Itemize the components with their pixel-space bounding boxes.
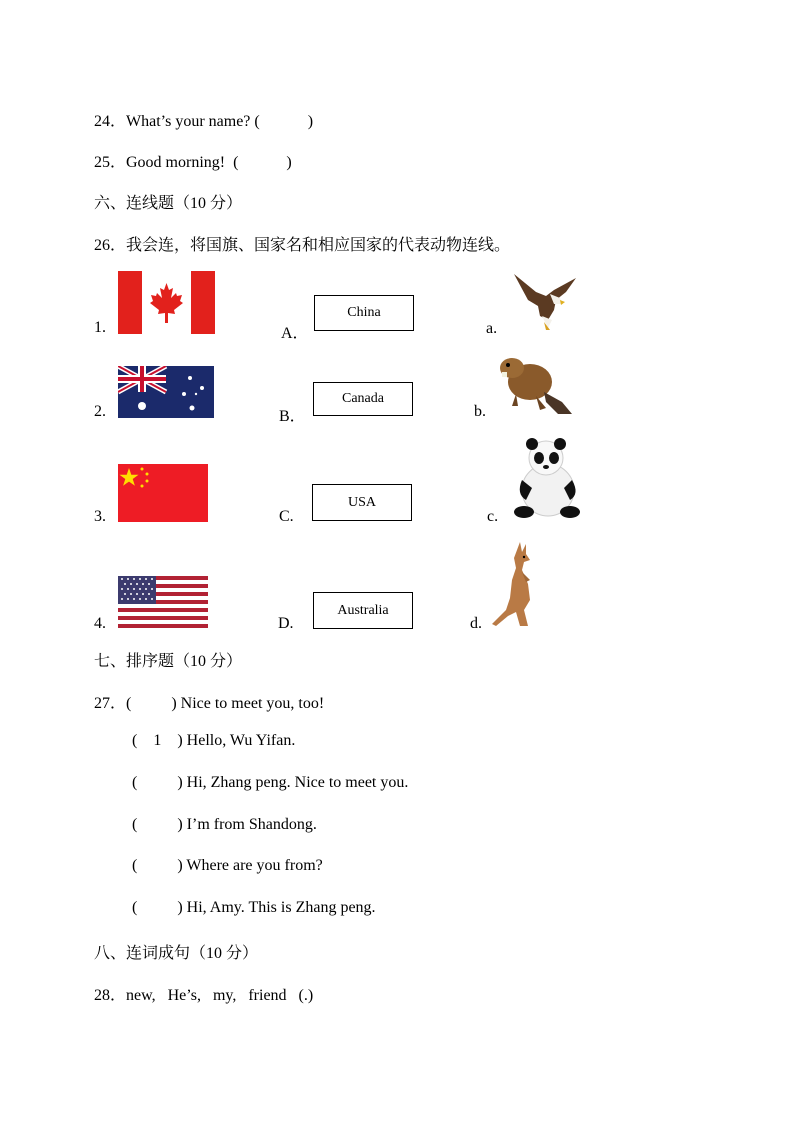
animal-d-label: d. — [470, 615, 482, 632]
australia-flag — [118, 366, 214, 418]
country-box-canada: Canada — [313, 382, 413, 416]
animal-b-label: b. — [474, 403, 486, 420]
canada-flag — [118, 271, 215, 334]
row-1-number: 1. — [94, 319, 106, 336]
row-A-letter: A． — [281, 325, 309, 342]
order-item-4: ( ) I’m from Shandong. — [132, 816, 317, 833]
country-box-usa: USA — [312, 484, 412, 521]
order-item-1: 27．( ) Nice to meet you, too! — [94, 695, 325, 712]
animal-c-label: c. — [487, 508, 499, 525]
section-7-heading: 七、排序题（10 分） — [94, 653, 243, 670]
beaver-image — [496, 352, 576, 418]
question-28: 28．new, He’s, my, friend (.) — [94, 987, 314, 1004]
row-C-letter: C. — [279, 508, 294, 525]
order-item-2: ( 1 ) Hello, Wu Yifan. — [132, 732, 296, 749]
order-item-3: ( ) Hi, Zhang peng. Nice to meet you. — [132, 774, 409, 791]
country-box-australia: Australia — [313, 592, 413, 629]
question-24: 24．What’s your name? ( ) — [94, 113, 314, 130]
row-4-number: 4. — [94, 615, 106, 632]
row-2-number: 2. — [94, 403, 106, 420]
eagle-image — [510, 270, 582, 334]
usa-flag — [118, 576, 208, 628]
animal-a-label: a. — [486, 320, 498, 337]
kangaroo-image — [490, 540, 542, 630]
row-3-number: 3. — [94, 508, 106, 525]
order-item-5: ( ) Where are you from? — [132, 857, 323, 874]
section-8-heading: 八、连词成句（10 分） — [94, 945, 259, 962]
row-B-letter: B． — [279, 408, 306, 425]
country-box-china: China — [314, 295, 414, 331]
question-25: 25．Good morning! ( ) — [94, 154, 292, 171]
question-26: 26．我会连，将国旗、国家名和相应国家的代表动物连线。 — [94, 237, 511, 254]
china-flag — [118, 464, 208, 522]
section-6-heading: 六、连线题（10 分） — [94, 195, 243, 212]
panda-image — [508, 436, 582, 520]
order-item-6: ( ) Hi, Amy. This is Zhang peng. — [132, 899, 376, 916]
row-D-letter: D. — [278, 615, 294, 632]
